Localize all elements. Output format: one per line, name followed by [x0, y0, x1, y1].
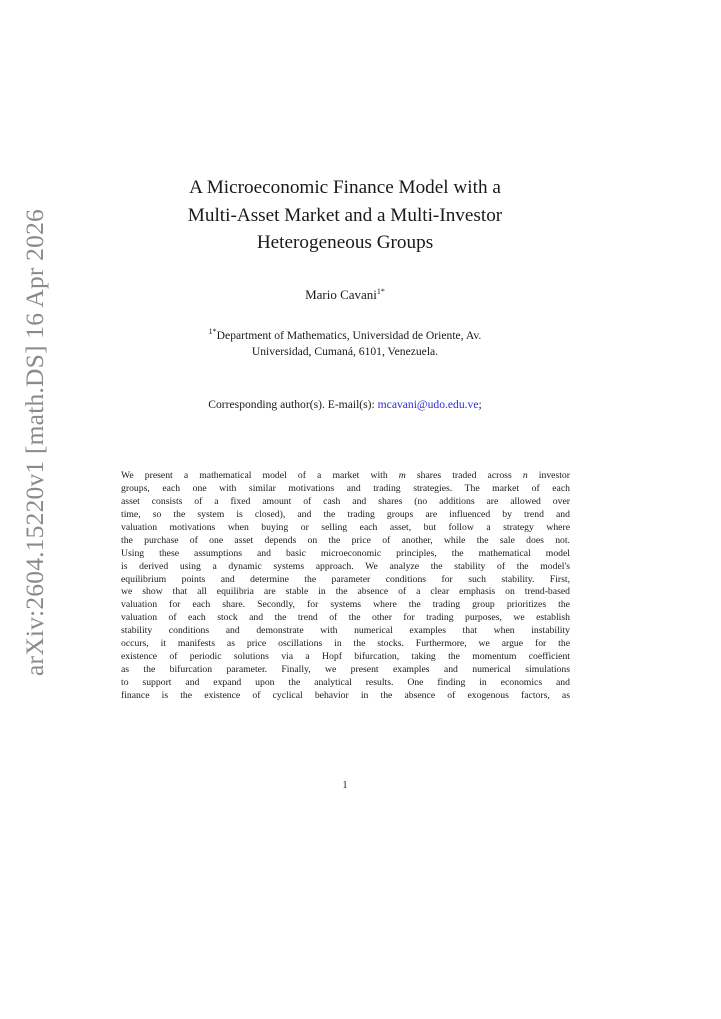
abstract-line: valuation of each stock and the trend of the other for trading purposes, we establish — [121, 612, 570, 624]
abstract-line: we show that all equilibria are stable in the absence of a clear emphasis on trend-based — [121, 586, 570, 598]
abstract-line: the purchase of one asset depends on the price of another, while the sale does not. — [121, 534, 570, 546]
author-name: Mario Cavani — [305, 287, 377, 302]
abstract-line: Using these assumptions and basic microeconomic principles, the mathematical model — [121, 547, 570, 559]
abstract-line: valuation motivations when buying or selling each asset, but follow a strategy where — [121, 521, 570, 533]
abstract — [121, 470, 570, 703]
abstract-line: finance is the existence of cyclical behavior in the absence of exogenous factors, as — [121, 689, 570, 701]
abstract-line: asset consists of a fixed amount of cash and shares (no additions are allowed over — [121, 495, 570, 507]
corresponding-author — [145, 398, 545, 411]
author — [145, 287, 545, 303]
corresponding-label: Corresponding author(s). E-mail(s): — [208, 398, 375, 411]
abstract-line: as the bifurcation parameter. Finally, we present examples and numerical simulations — [121, 664, 570, 676]
email-link[interactable]: mcavani@udo.edu.ve — [377, 398, 479, 411]
abstract-line: equilibrium points and determine the parameter conditions for such stability. First, — [121, 573, 570, 585]
abstract-line: valuation for each share. Secondly, for systems where the trading group prioritizes the — [121, 599, 570, 611]
abstract-line: is derived using a dynamic systems approach. We analyze the stability of the model's — [121, 560, 570, 572]
affiliation-line: $^{1*}$Department of Mathematics, Universidad de Oriente, Av. — [208, 327, 482, 342]
abstract-line: time, so the system is closed), and the trading groups are influenced by trend and — [121, 508, 570, 520]
email-suffix: ; — [478, 398, 482, 411]
abstract-line: existence of periodic solutions via a Hopf bifurcation, taking the momentum coefficient — [121, 651, 570, 663]
title-line: A Microeconomic Finance Model with a — [189, 177, 501, 198]
title-line: Multi-Asset Market and a Multi-Investor — [187, 204, 503, 226]
title-line: Heterogeneous Groups — [256, 232, 434, 253]
abstract-line: groups, each one with similar motivations and trading strategies. The market of each — [121, 482, 570, 494]
author-affiliation-mark: 1* — [376, 287, 385, 296]
affiliation-line: Universidad, Cumaná, 6101, Venezuela. — [251, 345, 439, 358]
arxiv-identifier: arXiv:2604.15220v1 [math.DS] 16 Apr 2026 — [20, 209, 49, 676]
affiliation — [145, 324, 545, 360]
paper-title — [145, 174, 545, 257]
abstract-line: stability conditions and demonstrate with numerical examples that when instability — [121, 625, 570, 637]
abstract-line: We present a mathematical model of a market with m shares traded across n investor — [121, 470, 571, 481]
abstract-line: occurs, it manifests as price oscillations in the stocks. Furthermore, we argue for the — [121, 638, 570, 650]
affiliation-mark: 1* — [208, 327, 217, 336]
page-number: 1 — [342, 780, 348, 791]
abstract-line: to support and expand upon the analytical results. One finding in economics and — [121, 677, 570, 688]
